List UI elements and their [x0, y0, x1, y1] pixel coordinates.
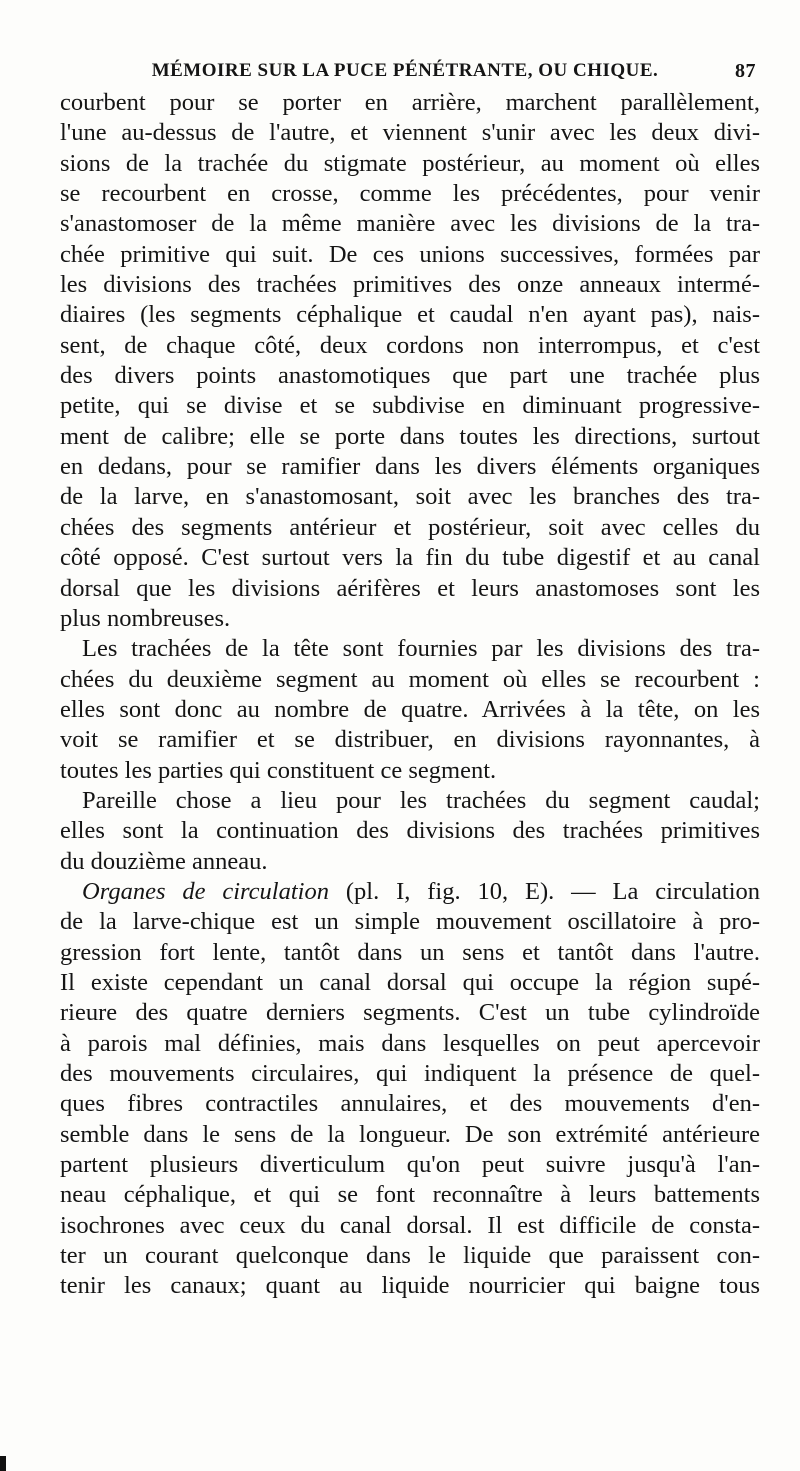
text-line: de la larve-chique est un simple mouvement oscillatoire à pro-: [60, 908, 760, 936]
text-line: du douzième anneau.: [60, 847, 268, 875]
body-text: [60, 88, 760, 1302]
text-line: rieure des quatre derniers segments. C'est un tube cylindroïde: [60, 999, 760, 1027]
text-line: tenir les canaux; quant au liquide nourricier qui baigne tous: [60, 1272, 760, 1300]
text-line: côté opposé. C'est surtout vers la fin du tube digestif et au canal: [60, 544, 760, 572]
text-line: ment de calibre; elle se porte dans toutes les directions, surtout: [60, 422, 760, 450]
text-line: neau céphalique, et qui se font reconnaître à leurs battements: [60, 1181, 760, 1209]
text-line: des divers points anastomotiques que part une trachée plus: [60, 362, 760, 390]
running-title: MÉMOIRE SUR LA PUCE PÉNÉTRANTE, OU CHIQUE.: [151, 60, 659, 81]
paragraph-2: [60, 634, 760, 786]
text-line: dorsal que les divisions aérifères et leurs anastomoses sont les: [60, 574, 760, 602]
text-line: Les trachées de la tête sont fournies par les divisions des tra-: [82, 635, 760, 663]
text-line: se recourbent en crosse, comme les précédentes, pour venir: [60, 180, 760, 208]
text-line: petite, qui se divise et se subdivise en diminuant progressive-: [60, 392, 760, 420]
paragraph-4: [60, 877, 760, 1302]
text-line: elles sont la continuation des divisions des trachées primitives: [60, 817, 760, 845]
text-line: voit se ramifier et se distribuer, en divisions rayonnantes, à: [60, 726, 760, 754]
paragraph-1: [60, 88, 760, 634]
text-line: chées du deuxième segment au moment où elles se recourbent :: [60, 665, 760, 693]
text-line: courbent pour se porter en arrière, marchent parallèlement,: [60, 89, 760, 116]
text-line: sent, de chaque côté, deux cordons non interrompus, et c'est: [60, 331, 760, 359]
text-line: ques fibres contractiles annulaires, et des mouvements d'en-: [60, 1090, 760, 1118]
text-line: l'une au-dessus de l'autre, et viennent s'unir avec les deux divi-: [60, 119, 760, 147]
text-line: ter un courant quelconque dans le liquide que paraissent con-: [60, 1242, 760, 1270]
text-line: en dedans, pour se ramifier dans les divers éléments organiques: [60, 453, 760, 481]
running-head: [60, 60, 760, 84]
section-heading-rest: (pl. I, fig. 10, E). — La circulation: [328, 877, 760, 905]
text-line: plus nombreuses.: [60, 604, 231, 632]
section-heading: Organes de circulation: [82, 877, 329, 905]
text-line: chée primitive qui suit. De ces unions successives, formées par: [60, 240, 760, 268]
scan-edge-mark: [0, 1456, 6, 1471]
paragraph-3: [60, 786, 760, 877]
text-line: à parois mal définies, mais dans lesquelles on peut apercevoir: [60, 1029, 760, 1057]
text-line: chées des segments antérieur et postérieur, soit avec celles du: [60, 513, 760, 541]
text-line: gression fort lente, tantôt dans un sens et tantôt dans l'autre.: [60, 938, 760, 966]
section-heading-line: [60, 877, 760, 907]
text-line: partent plusieurs diverticulum qu'on peut suivre jusqu'à l'an-: [60, 1151, 760, 1179]
text-line: de la larve, en s'anastomosant, soit avec les branches des tra-: [60, 483, 760, 511]
text-line: Pareille chose a lieu pour les trachées du segment caudal;: [82, 786, 760, 814]
text-line: isochrones avec ceux du canal dorsal. Il est difficile de consta-: [60, 1211, 760, 1239]
text-line: toutes les parties qui constituent ce segment.: [60, 756, 497, 784]
text-line: Il existe cependant un canal dorsal qui occupe la région supé-: [60, 968, 760, 996]
text-line: semble dans le sens de la longueur. De son extrémité antérieure: [60, 1120, 760, 1148]
text-line: sions de la trachée du stigmate postérieur, au moment où elles: [60, 149, 760, 177]
text-line: diaires (les segments céphalique et caudal n'en ayant pas), nais-: [60, 301, 760, 329]
text-line: des mouvements circulaires, qui indiquent la présence de quel-: [60, 1060, 760, 1087]
text-line: s'anastomoser de la même manière avec les divisions de la tra-: [60, 210, 760, 238]
text-line: les divisions des trachées primitives des onze anneaux intermé-: [60, 271, 760, 299]
text-line: elles sont donc au nombre de quatre. Arrivées à la tête, on les: [60, 695, 760, 723]
page-number: 87: [735, 60, 756, 82]
